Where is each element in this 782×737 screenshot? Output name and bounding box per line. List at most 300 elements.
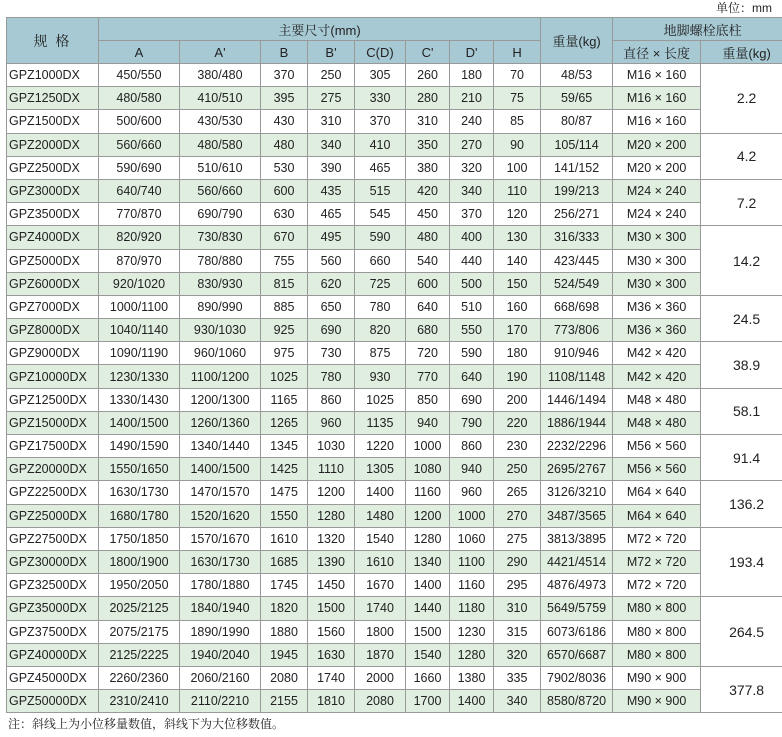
value-cell: 130 — [494, 226, 541, 249]
value-cell: 380/480 — [180, 64, 261, 87]
value-cell: 85 — [494, 110, 541, 133]
table-row — [7, 249, 782, 272]
value-cell: 450/550 — [99, 64, 180, 87]
value-cell: 1340 — [406, 550, 450, 573]
value-cell: 780/880 — [180, 249, 261, 272]
value-cell: 1200 — [308, 481, 355, 504]
value-cell: 256/271 — [541, 203, 613, 226]
bolt-cell: M72 × 720 — [613, 550, 701, 573]
value-cell: 105/114 — [541, 133, 613, 156]
table-row — [7, 203, 782, 226]
bolt-cell: M72 × 720 — [613, 574, 701, 597]
value-cell: 340 — [450, 179, 494, 202]
value-cell: 6570/6687 — [541, 643, 613, 666]
value-cell: 370 — [355, 110, 406, 133]
value-cell: 480/580 — [180, 133, 261, 156]
value-cell: 1945 — [261, 643, 308, 666]
value-cell: 230 — [494, 435, 541, 458]
bolt-cell: M80 × 800 — [613, 643, 701, 666]
value-cell: 1870 — [355, 643, 406, 666]
anchor-weight-cell: 14.2 — [701, 226, 782, 296]
value-cell: 720 — [406, 342, 450, 365]
value-cell: 690 — [450, 388, 494, 411]
value-cell: 2110/2210 — [180, 690, 261, 713]
bearing-spec-table — [6, 17, 782, 713]
value-cell: 875 — [355, 342, 406, 365]
table-row — [7, 179, 782, 202]
value-cell: 640 — [450, 365, 494, 388]
value-cell: 170 — [494, 319, 541, 342]
value-cell: 1630/1730 — [99, 481, 180, 504]
value-cell: 110 — [494, 179, 541, 202]
table-row — [7, 226, 782, 249]
value-cell: 1200/1300 — [180, 388, 261, 411]
value-cell: 590/690 — [99, 156, 180, 179]
value-cell: 1135 — [355, 411, 406, 434]
bolt-cell: M48 × 480 — [613, 388, 701, 411]
value-cell: 524/549 — [541, 272, 613, 295]
model-cell: GPZ35000DX — [7, 597, 99, 620]
anchor-weight-cell: 24.5 — [701, 295, 782, 341]
value-cell: 140 — [494, 249, 541, 272]
value-cell: 1180 — [450, 597, 494, 620]
value-cell: 1080 — [406, 458, 450, 481]
value-cell: 1490/1590 — [99, 435, 180, 458]
table-row — [7, 481, 782, 504]
model-cell: GPZ20000DX — [7, 458, 99, 481]
bolt-cell: M16 × 160 — [613, 64, 701, 87]
bolt-cell: M20 × 200 — [613, 156, 701, 179]
value-cell: 925 — [261, 319, 308, 342]
value-cell: 1305 — [355, 458, 406, 481]
table-row — [7, 504, 782, 527]
value-cell: 1400 — [355, 481, 406, 504]
value-cell: 1280 — [406, 527, 450, 550]
value-cell: 1320 — [308, 527, 355, 550]
value-cell: 1940/2040 — [180, 643, 261, 666]
value-cell: 960 — [308, 411, 355, 434]
value-cell: 630 — [261, 203, 308, 226]
value-cell: 1520/1620 — [180, 504, 261, 527]
value-cell: 2695/2767 — [541, 458, 613, 481]
value-cell: 820/920 — [99, 226, 180, 249]
model-cell: GPZ4000DX — [7, 226, 99, 249]
model-cell: GPZ40000DX — [7, 643, 99, 666]
model-cell: GPZ2000DX — [7, 133, 99, 156]
value-cell: 670 — [261, 226, 308, 249]
value-cell: 370 — [450, 203, 494, 226]
anchor-weight-cell: 4.2 — [701, 133, 782, 179]
table-row — [7, 666, 782, 689]
value-cell: 390 — [308, 156, 355, 179]
value-cell: 1540 — [406, 643, 450, 666]
model-cell: GPZ7000DX — [7, 295, 99, 318]
value-cell: 2080 — [261, 666, 308, 689]
value-cell: 2025/2125 — [99, 597, 180, 620]
value-cell: 1280 — [450, 643, 494, 666]
value-cell: 1700 — [406, 690, 450, 713]
value-cell: 480 — [261, 133, 308, 156]
value-cell: 780 — [308, 365, 355, 388]
model-cell: GPZ1500DX — [7, 110, 99, 133]
value-cell: 773/806 — [541, 319, 613, 342]
value-cell: 240 — [450, 110, 494, 133]
value-cell: 495 — [308, 226, 355, 249]
value-cell: 1200 — [406, 504, 450, 527]
value-cell: 500 — [450, 272, 494, 295]
value-cell: 410 — [355, 133, 406, 156]
value-cell: 1000 — [406, 435, 450, 458]
dim-header: B — [261, 41, 308, 64]
value-cell: 1810 — [308, 690, 355, 713]
value-cell: 600 — [261, 179, 308, 202]
value-cell: 510 — [450, 295, 494, 318]
value-cell: 310 — [494, 597, 541, 620]
table-row — [7, 411, 782, 434]
value-cell: 480 — [406, 226, 450, 249]
value-cell: 1800 — [355, 620, 406, 643]
value-cell: 2125/2225 — [99, 643, 180, 666]
value-cell: 190 — [494, 365, 541, 388]
bolt-cell: M90 × 900 — [613, 666, 701, 689]
value-cell: 550 — [450, 319, 494, 342]
value-cell: 730/830 — [180, 226, 261, 249]
value-cell: 1390 — [308, 550, 355, 573]
value-cell: 2000 — [355, 666, 406, 689]
anchor-weight-cell: 7.2 — [701, 179, 782, 225]
value-cell: 465 — [355, 156, 406, 179]
value-cell: 1820 — [261, 597, 308, 620]
value-cell: 335 — [494, 666, 541, 689]
value-cell: 320 — [450, 156, 494, 179]
value-cell: 1025 — [261, 365, 308, 388]
model-cell: GPZ15000DX — [7, 411, 99, 434]
value-cell: 180 — [494, 342, 541, 365]
value-cell: 590 — [450, 342, 494, 365]
bolt-cell: M30 × 300 — [613, 272, 701, 295]
table-row — [7, 597, 782, 620]
value-cell: 545 — [355, 203, 406, 226]
bolt-cell: M64 × 640 — [613, 504, 701, 527]
value-cell: 4876/4973 — [541, 574, 613, 597]
value-cell: 380 — [406, 156, 450, 179]
value-cell: 910/946 — [541, 342, 613, 365]
value-cell: 870/970 — [99, 249, 180, 272]
anchor-weight-cell: 38.9 — [701, 342, 782, 388]
value-cell: 340 — [494, 690, 541, 713]
anchor-weight-cell: 264.5 — [701, 597, 782, 667]
value-cell: 1740 — [308, 666, 355, 689]
value-cell: 440 — [450, 249, 494, 272]
unit-label: 单位：mm — [716, 1, 772, 15]
bolt-cell: M36 × 360 — [613, 295, 701, 318]
value-cell: 1750/1850 — [99, 527, 180, 550]
value-cell: 100 — [494, 156, 541, 179]
value-cell: 1025 — [355, 388, 406, 411]
value-cell: 250 — [494, 458, 541, 481]
main-dims-header: 主要尺寸(mm) — [99, 18, 541, 41]
value-cell: 560/660 — [180, 179, 261, 202]
value-cell: 1280 — [308, 504, 355, 527]
value-cell: 350 — [406, 133, 450, 156]
value-cell: 1220 — [355, 435, 406, 458]
value-cell: 1165 — [261, 388, 308, 411]
table-row — [7, 133, 782, 156]
value-cell: 940 — [406, 411, 450, 434]
value-cell: 320 — [494, 643, 541, 666]
value-cell: 310 — [308, 110, 355, 133]
value-cell: 395 — [261, 87, 308, 110]
value-cell: 1425 — [261, 458, 308, 481]
value-cell: 1230 — [450, 620, 494, 643]
value-cell: 1740 — [355, 597, 406, 620]
bolt-cell: M36 × 360 — [613, 319, 701, 342]
value-cell: 2260/2360 — [99, 666, 180, 689]
value-cell: 920/1020 — [99, 272, 180, 295]
value-cell: 1000/1100 — [99, 295, 180, 318]
table-row — [7, 550, 782, 573]
value-cell: 1400/1500 — [99, 411, 180, 434]
value-cell: 620 — [308, 272, 355, 295]
value-cell: 200 — [494, 388, 541, 411]
weight-header: 重量(kg) — [541, 18, 613, 64]
value-cell: 1670 — [355, 574, 406, 597]
value-cell: 1570/1670 — [180, 527, 261, 550]
value-cell: 2155 — [261, 690, 308, 713]
anchor-weight-cell: 58.1 — [701, 388, 782, 434]
table-body — [7, 64, 782, 713]
anchor-weight-cell: 377.8 — [701, 666, 782, 712]
value-cell: 370 — [261, 64, 308, 87]
value-cell: 150 — [494, 272, 541, 295]
value-cell: 650 — [308, 295, 355, 318]
anchor-weight-cell: 193.4 — [701, 527, 782, 597]
value-cell: 1450 — [308, 574, 355, 597]
value-cell: 1745 — [261, 574, 308, 597]
model-cell: GPZ3500DX — [7, 203, 99, 226]
value-cell: 1110 — [308, 458, 355, 481]
value-cell: 59/65 — [541, 87, 613, 110]
table-row — [7, 365, 782, 388]
model-cell: GPZ10000DX — [7, 365, 99, 388]
value-cell: 755 — [261, 249, 308, 272]
value-cell: 1230/1330 — [99, 365, 180, 388]
value-cell: 7902/8036 — [541, 666, 613, 689]
table-row — [7, 272, 782, 295]
bolt-cell: M56 × 560 — [613, 458, 701, 481]
value-cell: 885 — [261, 295, 308, 318]
value-cell: 199/213 — [541, 179, 613, 202]
value-cell: 316/333 — [541, 226, 613, 249]
value-cell: 1090/1190 — [99, 342, 180, 365]
value-cell: 1030 — [308, 435, 355, 458]
model-cell: GPZ1000DX — [7, 64, 99, 87]
table-row — [7, 319, 782, 342]
value-cell: 690 — [308, 319, 355, 342]
model-cell: GPZ12500DX — [7, 388, 99, 411]
value-cell: 725 — [355, 272, 406, 295]
value-cell: 90 — [494, 133, 541, 156]
bolt-cell: M80 × 800 — [613, 597, 701, 620]
value-cell: 270 — [494, 504, 541, 527]
value-cell: 70 — [494, 64, 541, 87]
value-cell: 260 — [406, 64, 450, 87]
value-cell: 1160 — [450, 574, 494, 597]
value-cell: 510/610 — [180, 156, 261, 179]
table-row — [7, 643, 782, 666]
value-cell: 430 — [261, 110, 308, 133]
table-row — [7, 458, 782, 481]
value-cell: 410/510 — [180, 87, 261, 110]
value-cell: 1550/1650 — [99, 458, 180, 481]
bolt-cell: M56 × 560 — [613, 435, 701, 458]
value-cell: 1886/1944 — [541, 411, 613, 434]
model-cell: GPZ5000DX — [7, 249, 99, 272]
bolt-cell: M30 × 300 — [613, 226, 701, 249]
value-cell: 295 — [494, 574, 541, 597]
table-row — [7, 342, 782, 365]
value-cell: 830/930 — [180, 272, 261, 295]
value-cell: 270 — [450, 133, 494, 156]
value-cell: 3126/3210 — [541, 481, 613, 504]
table-row — [7, 527, 782, 550]
bolt-cell: M16 × 160 — [613, 110, 701, 133]
value-cell: 160 — [494, 295, 541, 318]
value-cell: 275 — [494, 527, 541, 550]
value-cell: 120 — [494, 203, 541, 226]
value-cell: 515 — [355, 179, 406, 202]
value-cell: 590 — [355, 226, 406, 249]
value-cell: 1560 — [308, 620, 355, 643]
value-cell: 1060 — [450, 527, 494, 550]
anchor-weight-cell: 2.2 — [701, 64, 782, 134]
value-cell: 1400 — [450, 690, 494, 713]
dim-header: D' — [450, 41, 494, 64]
value-cell: 48/53 — [541, 64, 613, 87]
anchor-size-header: 直径 × 长度 — [613, 41, 701, 64]
value-cell: 2075/2175 — [99, 620, 180, 643]
bolt-cell: M16 × 160 — [613, 87, 701, 110]
value-cell: 340 — [308, 133, 355, 156]
value-cell: 450 — [406, 203, 450, 226]
bolt-cell: M24 × 240 — [613, 203, 701, 226]
value-cell: 940 — [450, 458, 494, 481]
value-cell: 1660 — [406, 666, 450, 689]
value-cell: 530 — [261, 156, 308, 179]
value-cell: 305 — [355, 64, 406, 87]
value-cell: 1470/1570 — [180, 481, 261, 504]
value-cell: 668/698 — [541, 295, 613, 318]
value-cell: 3813/3895 — [541, 527, 613, 550]
bolt-cell: M30 × 300 — [613, 249, 701, 272]
anchor-weight-cell: 136.2 — [701, 481, 782, 527]
value-cell: 1100 — [450, 550, 494, 573]
value-cell: 423/445 — [541, 249, 613, 272]
value-cell: 975 — [261, 342, 308, 365]
model-cell: GPZ9000DX — [7, 342, 99, 365]
dim-header: C(D) — [355, 41, 406, 64]
model-cell: GPZ3000DX — [7, 179, 99, 202]
model-header: 规 格 — [7, 18, 99, 64]
value-cell: 275 — [308, 87, 355, 110]
value-cell: 1950/2050 — [99, 574, 180, 597]
bolt-cell: M42 × 420 — [613, 365, 701, 388]
value-cell: 280 — [406, 87, 450, 110]
value-cell: 640/740 — [99, 179, 180, 202]
model-cell: GPZ25000DX — [7, 504, 99, 527]
value-cell: 730 — [308, 342, 355, 365]
value-cell: 180 — [450, 64, 494, 87]
bolt-cell: M90 × 900 — [613, 690, 701, 713]
bolt-cell: M80 × 800 — [613, 620, 701, 643]
value-cell: 1550 — [261, 504, 308, 527]
value-cell: 1400/1500 — [180, 458, 261, 481]
value-cell: 465 — [308, 203, 355, 226]
anchor-weight-header: 重量(kg) — [701, 41, 782, 64]
bolt-cell: M20 × 200 — [613, 133, 701, 156]
value-cell: 1108/1148 — [541, 365, 613, 388]
model-cell: GPZ17500DX — [7, 435, 99, 458]
value-cell: 540 — [406, 249, 450, 272]
value-cell: 1630 — [308, 643, 355, 666]
table-row — [7, 295, 782, 318]
value-cell: 1880 — [261, 620, 308, 643]
value-cell: 930 — [355, 365, 406, 388]
value-cell: 1680/1780 — [99, 504, 180, 527]
dim-header: H — [494, 41, 541, 64]
table-row — [7, 620, 782, 643]
model-cell: GPZ1250DX — [7, 87, 99, 110]
value-cell: 6073/6186 — [541, 620, 613, 643]
value-cell: 770/870 — [99, 203, 180, 226]
value-cell: 1330/1430 — [99, 388, 180, 411]
value-cell: 315 — [494, 620, 541, 643]
bolt-cell: M48 × 480 — [613, 411, 701, 434]
value-cell: 890/990 — [180, 295, 261, 318]
table-row — [7, 690, 782, 713]
value-cell: 2080 — [355, 690, 406, 713]
model-cell: GPZ45000DX — [7, 666, 99, 689]
value-cell: 420 — [406, 179, 450, 202]
dim-header: A — [99, 41, 180, 64]
table-row — [7, 435, 782, 458]
dim-header: B' — [308, 41, 355, 64]
value-cell: 1340/1440 — [180, 435, 261, 458]
model-cell: GPZ50000DX — [7, 690, 99, 713]
model-cell: GPZ6000DX — [7, 272, 99, 295]
table-row — [7, 388, 782, 411]
value-cell: 560/660 — [99, 133, 180, 156]
value-cell: 660 — [355, 249, 406, 272]
value-cell: 1160 — [406, 481, 450, 504]
model-cell: GPZ22500DX — [7, 481, 99, 504]
anchor-weight-cell: 91.4 — [701, 435, 782, 481]
value-cell: 250 — [308, 64, 355, 87]
value-cell: 265 — [494, 481, 541, 504]
model-cell: GPZ30000DX — [7, 550, 99, 573]
value-cell: 860 — [450, 435, 494, 458]
value-cell: 1260/1360 — [180, 411, 261, 434]
table-row — [7, 87, 782, 110]
table-row — [7, 156, 782, 179]
value-cell: 640 — [406, 295, 450, 318]
value-cell: 1100/1200 — [180, 365, 261, 388]
value-cell: 310 — [406, 110, 450, 133]
value-cell: 1840/1940 — [180, 597, 261, 620]
value-cell: 1345 — [261, 435, 308, 458]
anchor-header: 地脚螺栓底柱 — [613, 18, 782, 41]
value-cell: 1800/1900 — [99, 550, 180, 573]
